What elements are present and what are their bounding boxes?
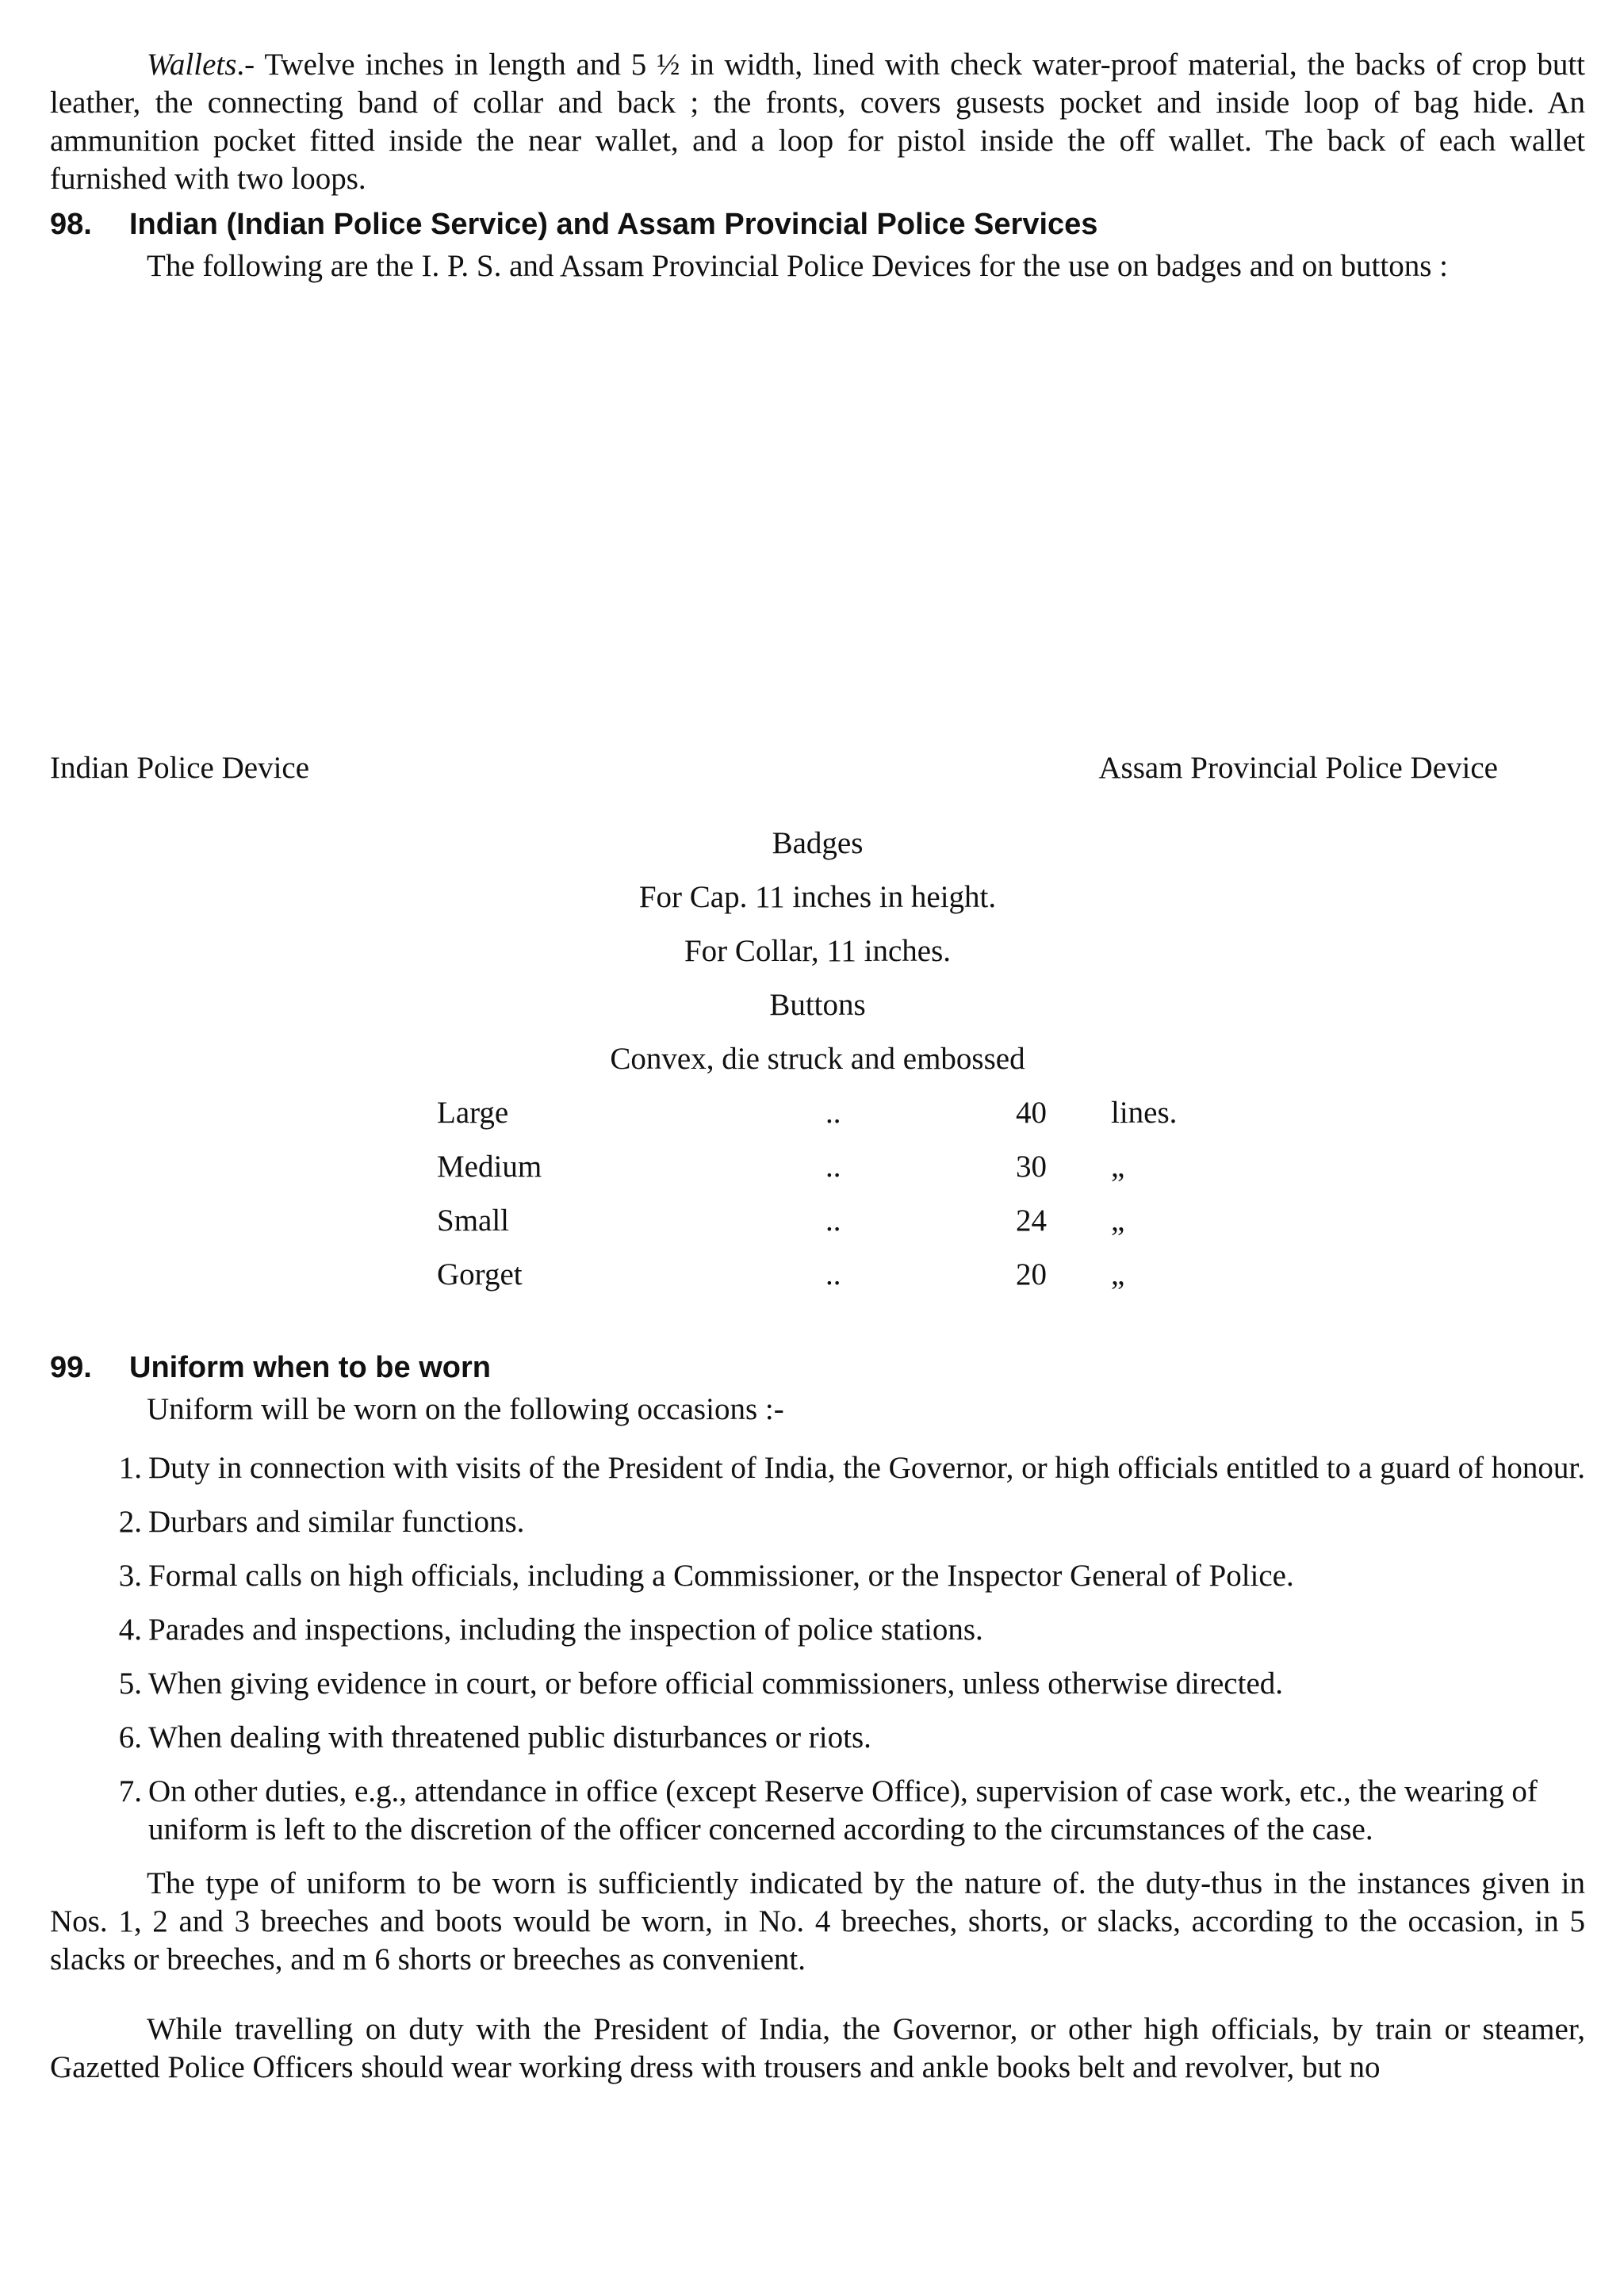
wallets-paragraph [50, 46, 1585, 198]
buttons-description: Convex, die struck and embossed [610, 1042, 1025, 1076]
list-item-number: 4. [118, 1613, 142, 1647]
size-name: Large [437, 1096, 509, 1130]
badges-heading: Badges [772, 826, 864, 860]
document-page [50, 46, 1585, 2087]
size-unit: „ [1111, 1203, 1125, 1238]
spacer [50, 1429, 1585, 1443]
size-name: Medium [437, 1150, 542, 1184]
indian-police-device-caption: Indian Police Device [50, 751, 310, 785]
section-99-title: Uniform when to be worn [129, 1351, 491, 1384]
list-item-number: 2. [118, 1505, 142, 1539]
list-item-text: When dealing with threatened public disturbances or riots. [148, 1720, 871, 1755]
list-item-text: On other duties, e.g., attendance in office (except Reserve Office), supervision of case work, etc., the wearing of uniform is left to the discretion of the officer concerned according to the circumstances of the case. [148, 1774, 1538, 1846]
section-98-intro: The following are the I. P. S. and Assam Provincial Police Devices for the use on badges and on buttons : [147, 249, 1448, 283]
size-unit: „ [1111, 1257, 1125, 1292]
size-unit: „ [1111, 1150, 1125, 1184]
list-item-number: 1. [118, 1451, 142, 1485]
size-value: 20 [1016, 1257, 1047, 1292]
size-unit: lines. [1111, 1096, 1178, 1130]
badge-collar-size: For Collar, 11 inches. [684, 934, 952, 968]
travelling-paragraph: While travelling on duty with the President of India, the Governor, or other high officials, by train or steamer, Gazetted Police Officers should wear working dress with trousers and ankle books belt and revolver, but no [50, 2012, 1585, 2084]
size-name: Small [437, 1203, 510, 1238]
list-item-text: Parades and inspections, including the inspection of police stations. [148, 1613, 983, 1647]
list-item-number: 7. [118, 1774, 142, 1808]
list-item [50, 1449, 1585, 1487]
list-item-number: 5. [118, 1667, 142, 1701]
button-size-row [50, 1202, 1585, 1256]
wallets-text: .- Twelve inches in length and 5 ½ in width, lined with check water-proof material, the backs of crop butt leather, the connecting band of collar and back ; the fronts, covers gusests pocket and inside loop of bag hide. An ammunition pocket fitted inside the near wallet, and a loop for pistol inside the off wallet. The back of each wallet furnished with two loops. [50, 48, 1585, 196]
size-value: 30 [1016, 1150, 1047, 1184]
list-item-text: Formal calls on high officials, including a Commissioner, or the Inspector General of Police. [148, 1559, 1294, 1593]
button-size-row [50, 1148, 1585, 1202]
list-item-text: When giving evidence in court, or before official commissioners, unless otherwise directed. [148, 1667, 1284, 1701]
section-99-number: 99. [50, 1351, 92, 1384]
spacer [50, 1979, 1585, 2011]
size-value: 40 [1016, 1096, 1047, 1130]
list-item [50, 1611, 1585, 1649]
size-value: 24 [1016, 1203, 1047, 1238]
device-captions [50, 749, 1585, 787]
list-item-text: Durbars and similar functions. [148, 1505, 525, 1539]
button-size-row [50, 1256, 1585, 1310]
badges-block [50, 825, 1585, 1078]
size-dots: .. [825, 1096, 841, 1130]
size-dots: .. [825, 1203, 841, 1238]
occasions-list [50, 1449, 1585, 1849]
section-98-heading [50, 205, 1585, 244]
section-99-heading [50, 1348, 1585, 1387]
assam-police-device-caption: Assam Provincial Police Device [1098, 751, 1498, 785]
wallets-label: Wallets [147, 48, 237, 82]
list-item [50, 1557, 1585, 1595]
list-item [50, 1719, 1585, 1757]
list-item [50, 1665, 1585, 1703]
button-size-row [50, 1094, 1585, 1148]
list-item-number: 3. [118, 1559, 142, 1593]
list-item [50, 1503, 1585, 1541]
size-dots: .. [825, 1150, 841, 1184]
button-sizes-table [50, 1094, 1585, 1310]
section-98-number: 98. [50, 208, 92, 241]
section-99-intro: Uniform will be worn on the following occasions :- [147, 1392, 784, 1426]
uniform-type-paragraph: The type of uniform to be worn is sufficiently indicated by the nature of. the duty-thus in the instances given in Nos. 1, 2 and 3 breeches and boots would be worn, in No. 4 breeches, shorts, or slacks, according to the occasion, in 5 slacks or breeches, and m 6 shorts or breeches as convenient. [50, 1866, 1585, 1976]
list-item-number: 6. [118, 1720, 142, 1755]
list-item-text: Duty in connection with visits of the President of India, the Governor, or high officials entitled to a guard of honour. [148, 1451, 1585, 1485]
section-98-title: Indian (Indian Police Service) and Assam Provincial Police Services [129, 208, 1098, 241]
spacer [50, 1310, 1585, 1341]
size-name: Gorget [437, 1257, 523, 1292]
badge-cap-size: For Cap. 11 inches in height. [638, 880, 997, 914]
buttons-heading: Buttons [769, 988, 866, 1022]
list-item [50, 1773, 1585, 1849]
size-dots: .. [825, 1257, 841, 1292]
device-images-area [50, 285, 1585, 749]
